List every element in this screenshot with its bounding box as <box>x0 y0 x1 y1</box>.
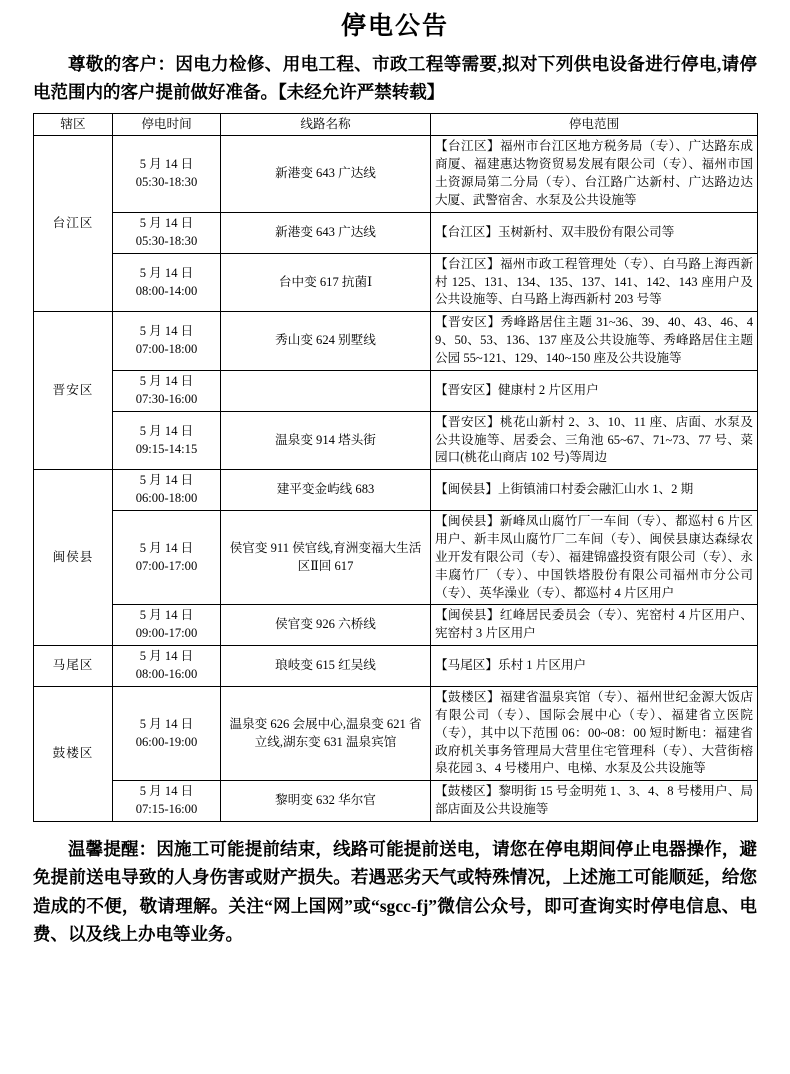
line-name-cell: 黎明变 632 华尔官 <box>221 781 431 822</box>
outage-date: 5 月 14 日 <box>139 423 194 438</box>
outage-scope-cell: 【晋安区】桃花山新村 2、3、10、11 座、店面、水泵及公共设施等、居委会、三角池 65~67、71~73、77 号、菜园口(桃花山商店 102 号)等周边 <box>431 411 758 470</box>
outage-scope-cell: 【鼓楼区】黎明街 15 号金明苑 1、3、4、8 号楼用户、局部店面及公共设施等 <box>431 781 758 822</box>
line-name-cell: 温泉变 626 会展中心,温泉变 621 省立线,湖东变 631 温泉宾馆 <box>221 686 431 780</box>
outage-date: 5 月 14 日 <box>139 649 194 664</box>
outage-scope-cell: 【台江区】玉树新村、双丰股份有限公司等 <box>431 212 758 253</box>
column-header-line: 线路名称 <box>221 114 431 136</box>
outage-time-cell <box>113 605 221 646</box>
outage-table <box>33 113 758 822</box>
outage-period: 09:15-14:15 <box>135 441 198 456</box>
line-name-cell: 新港变 643 广达线 <box>221 136 431 213</box>
table-header-row <box>34 114 758 136</box>
outage-date: 5 月 14 日 <box>139 215 194 230</box>
intro-paragraph: 尊敬的客户：因电力检修、用电工程、市政工程等需要,拟对下列供电设备进行停电,请停电范围内的客户提前做好准备。【未经允许严禁转载】 <box>33 53 757 103</box>
table-row <box>34 411 758 470</box>
district-cell: 闽侯县 <box>34 470 113 646</box>
outage-period: 07:30-16:00 <box>135 391 198 406</box>
line-name-cell: 秀山变 624 别墅线 <box>221 312 431 371</box>
outage-scope-cell: 【马尾区】乐村 1 片区用户 <box>431 646 758 687</box>
district-cell: 台江区 <box>34 136 113 312</box>
outage-scope-cell: 【台江区】福州市政工程管理处（专）、白马路上海西新村 125、131、134、135、137、141、142、143 座用户及公共设施等、白马路上海西新村 203 号等 <box>431 253 758 312</box>
district-cell: 晋安区 <box>34 312 113 470</box>
column-header-scope: 停电范围 <box>431 114 758 136</box>
outage-date: 5 月 14 日 <box>139 473 194 488</box>
outage-notice-page <box>0 10 790 1074</box>
table-row <box>34 212 758 253</box>
outage-time-cell <box>113 312 221 371</box>
outage-time-cell <box>113 253 221 312</box>
outage-scope-cell: 【闽侯县】上街镇浦口村委会融汇山水 1、2 期 <box>431 470 758 511</box>
column-header-district: 辖区 <box>34 114 113 136</box>
outage-period: 07:00-18:00 <box>135 342 198 357</box>
outage-period: 06:00-19:00 <box>135 734 198 749</box>
line-name-cell: 侯官变 911 侯官线,育洲变福大生活区Ⅱ回 617 <box>221 511 431 605</box>
outage-time-cell <box>113 411 221 470</box>
outage-scope-cell: 【闽侯县】新峰凤山腐竹厂一车间（专）、都巡村 6 片区用户、新丰凤山腐竹厂二车间（专）、闽侯县康达森绿农业开发有限公司（专）、福建锦盛投资有限公司（专）、永丰腐竹厂（专）、中国铁塔股份有限公司福州市分公司（专）、英华澡业（专）、都巡村 4 片区用户 <box>431 511 758 605</box>
outage-time-cell <box>113 212 221 253</box>
outage-period: 05:30-18:30 <box>135 233 198 248</box>
outage-date: 5 月 14 日 <box>139 265 194 280</box>
line-name-cell: 建平变金屿线 683 <box>221 470 431 511</box>
table-row <box>34 646 758 687</box>
outage-scope-cell: 【鼓楼区】福建省温泉宾馆（专）、福州世纪金源大饭店有限公司（专）、国际会展中心（专）、福建省立医院（专），其中以下范围 06：00~08：00 短时断电：福建省政府机关事务管理局大营里住宅管理科（专）、大营街榕泉花园 3、4 号楼用户、电梯、水泵及公共设施等 <box>431 686 758 780</box>
outage-date: 5 月 14 日 <box>139 540 194 555</box>
table-row <box>34 470 758 511</box>
outage-date: 5 月 14 日 <box>139 324 194 339</box>
table-row <box>34 686 758 780</box>
table-row <box>34 136 758 213</box>
outage-period: 08:00-16:00 <box>135 667 198 682</box>
line-name-cell: 琅岐变 615 红吴线 <box>221 646 431 687</box>
outage-date: 5 月 14 日 <box>139 716 194 731</box>
line-name-cell: 侯官变 926 六桥线 <box>221 605 431 646</box>
outage-scope-cell: 【台江区】福州市台江区地方税务局（专）、广达路东成商厦、福建惠达物资贸易发展有限公司（专）、福州市国土资源局第二分局（专）、台江路广达新村、广达路边达大厦、武警宿舍、水泵及公共设施等 <box>431 136 758 213</box>
district-cell: 鼓楼区 <box>34 686 113 821</box>
outage-date: 5 月 14 日 <box>139 373 194 388</box>
footer-note: 温馨提醒：因施工可能提前结束，线路可能提前送电，请您在停电期间停止电器操作，避免提前送电导致的人身伤害或财产损失。若遇恶劣天气或特殊情况，上述施工可能顺延，给您造成的不便，敬请理解。关注“网上国网”或“sgcc-fj”微信公众号，即可查询实时停电信息、电费、以及线上办电等业务。 <box>33 839 757 945</box>
outage-period: 09:00-17:00 <box>135 626 198 641</box>
district-cell: 马尾区 <box>34 646 113 687</box>
table-row <box>34 605 758 646</box>
outage-date: 5 月 14 日 <box>139 784 194 799</box>
outage-period: 05:30-18:30 <box>135 175 198 190</box>
table-row <box>34 511 758 605</box>
outage-time-cell <box>113 781 221 822</box>
line-name-cell: 台中变 617 抗菌Ⅰ <box>221 253 431 312</box>
outage-period: 07:00-17:00 <box>135 558 198 573</box>
outage-time-cell <box>113 686 221 780</box>
table-row <box>34 781 758 822</box>
outage-date: 5 月 14 日 <box>139 608 194 623</box>
table-row <box>34 253 758 312</box>
outage-period: 08:00-14:00 <box>135 283 198 298</box>
outage-time-cell <box>113 136 221 213</box>
line-name-cell: 温泉变 914 塔头街 <box>221 411 431 470</box>
outage-period: 06:00-18:00 <box>135 491 198 506</box>
line-name-cell: 新港变 643 广达线 <box>221 212 431 253</box>
page-title: 停电公告 <box>340 13 449 40</box>
outage-time-cell <box>113 646 221 687</box>
outage-time-cell <box>113 511 221 605</box>
column-header-time: 停电时间 <box>113 114 221 136</box>
table-row <box>34 370 758 411</box>
outage-scope-cell: 【闽侯县】红峰居民委员会（专）、宪窑村 4 片区用户、宪窑村 3 片区用户 <box>431 605 758 646</box>
outage-time-cell <box>113 470 221 511</box>
line-name-cell <box>221 370 431 411</box>
outage-table-body <box>34 136 758 822</box>
table-row <box>34 312 758 371</box>
outage-time-cell <box>113 370 221 411</box>
outage-scope-cell: 【晋安区】健康村 2 片区用户 <box>431 370 758 411</box>
outage-scope-cell: 【晋安区】秀峰路居住主题 31~36、39、40、43、46、49、50、53、136、137 座及公共设施等、秀峰路居住主题公园 55~121、129、140~150 座及公共设施等 <box>431 312 758 371</box>
outage-date: 5 月 14 日 <box>139 157 194 172</box>
outage-period: 07:15-16:00 <box>135 802 198 817</box>
